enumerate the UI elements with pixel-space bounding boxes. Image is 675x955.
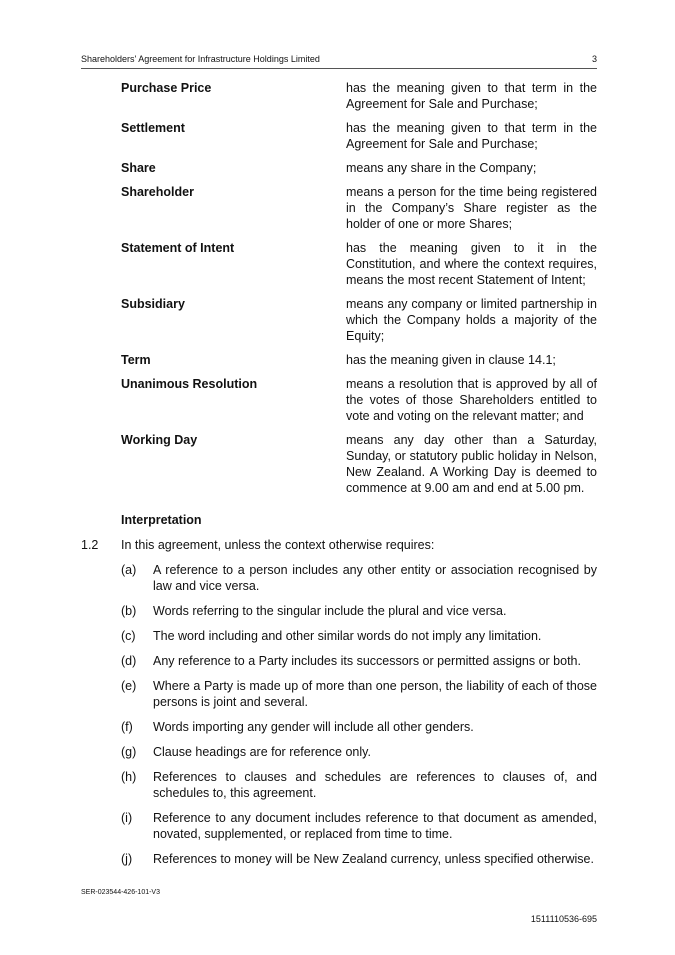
interpretation-heading: Interpretation [121,513,202,527]
definition-row [121,160,597,176]
interpretation-item [121,603,597,619]
definition-row [121,120,597,152]
item-text: Words importing any gender will include all other genders. [153,720,474,734]
clause-number: 1.2 [81,538,99,552]
definition-meaning: has the meaning given to that term in the Agreement for Sale and Purchase; [346,121,597,151]
definition-term: Term [121,353,151,367]
definition-meaning: means any company or limited partnership in which the Company holds a majority of the Equity; [346,297,597,343]
item-label: (b) [121,604,137,618]
item-text: References to clauses and schedules are references to clauses of, and schedules to, this agreement. [153,770,597,800]
page-header [81,52,597,69]
item-text: Clause headings are for reference only. [153,745,371,759]
item-label: (i) [121,811,133,825]
clause-text: In this agreement, unless the context otherwise requires: [121,538,435,552]
definition-term: Shareholder [121,185,194,199]
definition-meaning: has the meaning given to that term in the Agreement for Sale and Purchase; [346,81,597,111]
item-label: (g) [121,745,137,759]
interpretation-items [121,562,597,876]
definition-meaning: means any day other than a Saturday, Sunday, or statutory public holiday in Nelson, New Zealand. A Working Day is deemed to commence at 9.00 am and end at 5.00 pm. [346,433,597,495]
item-text: The word including and other similar words do not imply any limitation. [153,629,542,643]
item-label: (c) [121,629,136,643]
definition-row [121,80,597,112]
interpretation-item [121,810,597,842]
item-label: (e) [121,679,137,693]
definition-meaning: has the meaning given to it in the Constitution, and where the context requires, means the most recent Statement of Intent; [346,241,597,287]
definition-row [121,184,597,232]
page-number: 3 [591,54,597,64]
item-text: Where a Party is made up of more than one person, the liability of each of those persons is joint and several. [153,679,597,709]
document-id: 1511110536-695 [530,914,597,924]
interpretation-item [121,562,597,594]
definition-term: Purchase Price [121,81,212,95]
interpretation-item [121,769,597,801]
interpretation-item [121,719,597,735]
document-title: Shareholders' Agreement for Infrastructure Holdings Limited [81,54,320,64]
item-label: (f) [121,720,133,734]
definition-row [121,296,597,344]
footer-reference: SER-023544-426-101-V3 [81,889,160,896]
definition-meaning: means a person for the time being registered in the Company’s Share register as the holder of one or more Shares; [346,185,597,231]
item-text: A reference to a person includes any other entity or association recognised by law and vice versa. [153,563,597,593]
definitions-list [121,80,597,504]
definition-term: Subsidiary [121,297,185,311]
definition-term: Settlement [121,121,185,135]
definition-row [121,376,597,424]
item-text: Reference to any document includes reference to that document as amended, novated, supplemented, or replaced from time to time. [153,811,597,841]
definition-row [121,240,597,288]
definition-meaning: has the meaning given in clause 14.1; [346,353,556,367]
interpretation-item [121,851,597,867]
interpretation-item [121,744,597,760]
item-label: (a) [121,563,137,577]
definition-row [121,432,597,496]
definition-term: Share [121,161,156,175]
definition-meaning: means a resolution that is approved by all of the votes of those Shareholders entitled to vote and voting on the relevant matter; and [346,377,597,423]
interpretation-item [121,628,597,644]
definition-row [121,352,597,368]
item-label: (h) [121,770,137,784]
interpretation-item [121,653,597,669]
item-text: References to money will be New Zealand currency, unless specified otherwise. [153,852,594,866]
definition-meaning: means any share in the Company; [346,161,537,175]
item-label: (d) [121,654,137,668]
item-label: (j) [121,852,133,866]
item-text: Words referring to the singular include the plural and vice versa. [153,604,507,618]
definition-term: Unanimous Resolution [121,377,258,391]
definition-term: Working Day [121,433,198,447]
interpretation-item [121,678,597,710]
item-text: Any reference to a Party includes its successors or permitted assigns or both. [153,654,581,668]
definition-term: Statement of Intent [121,241,235,255]
